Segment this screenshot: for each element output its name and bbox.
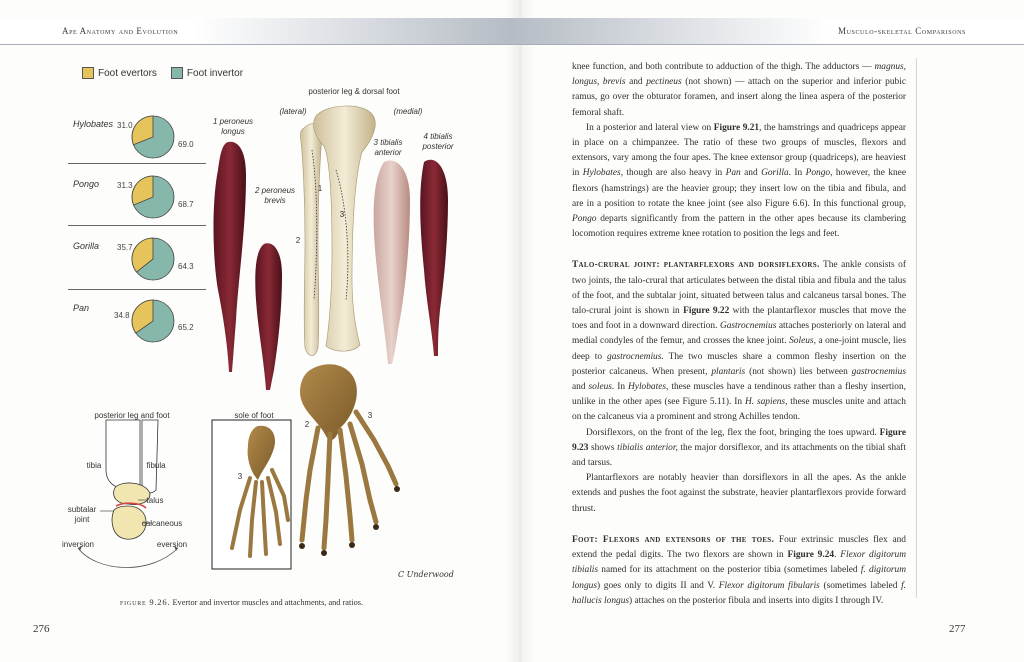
ankle-label-calcaneous: calcaneous bbox=[141, 519, 183, 528]
page-number-right: 277 bbox=[949, 623, 966, 635]
running-head-left: Ape Anatomy and Evolution bbox=[0, 18, 512, 44]
sole-of-foot-title: sole of foot bbox=[234, 411, 274, 420]
legend-label-invertor: Foot invertor bbox=[186, 67, 244, 79]
text-run: f. digitorum longus bbox=[572, 565, 906, 591]
text-run: The ankle consists of two joints, the talo-crural that articulates between the distal tibia and fibula and the talus of the foot, and the subtalar joint, situated between talus and calcaneus tarsal bones. The talo-crural joint is shown in bbox=[572, 260, 906, 317]
text-run: In bbox=[614, 382, 629, 393]
pie-value-evertor-hylobates: 31.0 bbox=[117, 121, 133, 130]
text-run: , however, the knee flexors (hamstrings) are the heavier group; they insert low on the tibia and fibula, and are in a position to rotate the knee joint (see also Figure 6.6). In this functional group, bbox=[572, 168, 906, 209]
text-run: Pan bbox=[725, 168, 741, 179]
header-rule-right bbox=[512, 44, 1024, 45]
tibialis-anterior-muscle bbox=[374, 161, 410, 364]
pie-value-invertor-hylobates: 69.0 bbox=[178, 140, 194, 149]
ankle-label-inversion: inversion bbox=[61, 540, 94, 549]
figure-reference: Figure 9.23 bbox=[572, 427, 906, 453]
text-run: ) goes only to digits II and V. bbox=[597, 580, 719, 591]
pie-name-pan: Pan bbox=[73, 303, 90, 313]
text-run: Dorsiflexors, on the front of the leg, flex the foot, bringing the toes upward. bbox=[586, 427, 880, 438]
bone-number-3: 3 bbox=[339, 210, 345, 219]
paragraph-foot-flexors bbox=[572, 533, 906, 609]
text-run: , though are also heavy in bbox=[620, 168, 726, 179]
text-run: H. sapiens, bbox=[744, 397, 788, 408]
text-run: ) attaches on the posterior fibula and inserts into digits I through IV. bbox=[629, 595, 884, 606]
figure-title-posterior-leg: posterior leg & dorsal foot bbox=[308, 87, 400, 96]
pie-value-invertor-pongo: 68.7 bbox=[178, 200, 194, 209]
peroneus-longus-muscle bbox=[214, 142, 247, 372]
pie-name-hylobates: Hylobates bbox=[73, 119, 114, 129]
paragraph-gap bbox=[572, 242, 906, 258]
figure-label-medial: (medial) bbox=[393, 107, 423, 116]
text-run: Gorilla bbox=[761, 168, 789, 179]
text-run: a one-joint muscle, lies deep to bbox=[572, 336, 906, 362]
figure-reference: Figure 9.21 bbox=[713, 122, 760, 133]
section-heading-foot: Foot: Flexors and extensors of the toes. bbox=[572, 534, 775, 545]
text-run: with the plantarflexor muscles that move the toes and foot in a downward direction. bbox=[572, 306, 906, 332]
text-run: and bbox=[740, 168, 762, 179]
body-text-column bbox=[572, 60, 906, 609]
foot-number-2: 2 bbox=[304, 420, 310, 429]
muscle-label-peroneus-brevis: 2 peroneus brevis bbox=[254, 186, 296, 205]
ankle-diagram-title: posterior leg and foot bbox=[94, 411, 170, 420]
text-run: and bbox=[572, 382, 589, 393]
peroneus-brevis-muscle bbox=[255, 243, 282, 390]
text-run: plantaris bbox=[711, 366, 746, 377]
text-run: Four extrinsic muscles flex and extend the pedal digits. The two flexors are shown in bbox=[572, 534, 906, 561]
muscle-label-tibialis-posterior: 4 tibialis posterior bbox=[422, 132, 454, 151]
text-run: shows bbox=[588, 442, 618, 453]
figure-reference: Figure 9.22 bbox=[683, 306, 730, 317]
sole-number-3: 3 bbox=[237, 472, 243, 481]
pie-value-evertor-pan: 34.8 bbox=[114, 311, 130, 320]
text-run: (not shown) — attach on the superior and inferior pubic ramus, go over the obturator foramen, and insert along the linea aspera of the posterior femoral shaft. bbox=[572, 77, 906, 118]
text-run: attaches posteriorly on lateral and medial condyles of the femur, and crosses the knee joint. bbox=[572, 321, 906, 347]
ankle-label-subtalar-joint: subtalar joint bbox=[67, 505, 97, 524]
tibia-bone bbox=[314, 106, 376, 351]
text-run: (not shown) lies between bbox=[745, 366, 852, 377]
page-number-left: 276 bbox=[33, 623, 50, 635]
text-run: pectineus bbox=[646, 77, 682, 88]
text-run: the major dorsiflexor, and its attachments on the tibial shaft and tarsus. bbox=[572, 442, 906, 469]
pie-name-gorilla: Gorilla bbox=[73, 241, 100, 251]
paragraph-hamstrings bbox=[572, 121, 906, 243]
bone-number-2: 2 bbox=[295, 236, 301, 245]
figure-label-lateral: (lateral) bbox=[279, 107, 307, 116]
text-run: Hylobates, bbox=[628, 382, 669, 393]
figure-caption bbox=[120, 597, 363, 607]
text-run: Soleus, bbox=[789, 336, 816, 347]
text-run: these muscles unite and attach on the calcaneus via a prominent and strong Achilles tendon. bbox=[572, 397, 906, 423]
text-run: Hylobates bbox=[582, 168, 621, 179]
pie-name-pongo: Pongo bbox=[73, 179, 100, 189]
text-run: Gastrocnemius bbox=[719, 321, 777, 332]
text-run: gastrocnemius. bbox=[607, 351, 664, 362]
text-run: The two muscles share a common fleshy insertion on the posterior calcaneus. When present, bbox=[572, 351, 906, 377]
text-run: soleus. bbox=[588, 382, 615, 393]
text-run: Pongo bbox=[572, 214, 597, 225]
bone-number-1: 1 bbox=[317, 184, 323, 193]
text-run: (sometimes labeled bbox=[819, 580, 902, 591]
paragraph-plantarflexors: Plantarflexors are notably heavier than dorsiflexors in all the apes. As the ankle extends and pushes the foot against the substrate, heavier plantarflexors provide forward thrust. bbox=[572, 473, 906, 514]
muscle-label-tibialis-anterior: 3 tibialis anterior bbox=[373, 138, 403, 157]
running-head-right: Musculo-skeletal Comparisons bbox=[512, 18, 1024, 44]
text-run: Flexor digitorum fibularis bbox=[718, 580, 820, 591]
ankle-label-talus: talus bbox=[146, 496, 164, 505]
text-run: , the hamstrings and quadriceps appear in place on a chimpanzee. The ratio of these two groups of muscles, flexors and extensors, vary among the four apes. The knee extensor group (quadriceps), are heaviest in bbox=[572, 122, 906, 179]
pie-value-evertor-pongo: 31.3 bbox=[117, 181, 133, 190]
fibula-bone bbox=[300, 124, 322, 356]
ankle-label-eversion: eversion bbox=[156, 540, 188, 549]
foot-number-3: 3 bbox=[367, 411, 373, 420]
paragraph-talo-crural bbox=[572, 258, 906, 425]
paragraph-adductors bbox=[572, 60, 906, 121]
legend-label-evertors: Foot evertors bbox=[98, 67, 157, 79]
ankle-label-tibia: tibia bbox=[86, 461, 102, 470]
figure-reference: Figure 9.24 bbox=[787, 550, 835, 561]
pie-value-invertor-gorilla: 64.3 bbox=[178, 262, 194, 271]
figure-caption-text: Evertor and invertor muscles and attachments, and ratios. bbox=[172, 598, 364, 607]
text-run: magnus, longus, brevis bbox=[572, 62, 906, 88]
text-run: these muscles have a tendinous rather than a fleshy insertion, unlike in the other apes (see Figure 5.11). In bbox=[572, 382, 906, 408]
paragraph-gap bbox=[572, 517, 906, 533]
text-run: Pongo bbox=[805, 168, 831, 179]
text-run: Flexor digitorum tibialis bbox=[572, 550, 906, 576]
column-rule bbox=[916, 58, 917, 598]
text-run: departs significantly from the pattern in the other apes because its clambering locomotion requires extreme knee rotation to position the legs and feet. bbox=[572, 214, 906, 240]
pie-value-evertor-gorilla: 35.7 bbox=[117, 243, 133, 252]
text-run: and bbox=[625, 77, 647, 88]
dorsal-foot-skeleton bbox=[299, 364, 400, 556]
text-run: named for its attachment on the posterior tibia (sometimes labeled bbox=[598, 565, 861, 576]
artist-signature: C Underwood bbox=[398, 570, 454, 579]
text-run: . bbox=[834, 550, 841, 561]
text-run: . In bbox=[788, 168, 806, 179]
text-run: tibialis anterior, bbox=[617, 442, 678, 453]
ankle-label-fibula: fibula bbox=[146, 461, 166, 470]
figure-caption-number: figure 9.26. bbox=[120, 597, 171, 607]
text-run: gastrocnemius bbox=[851, 366, 906, 377]
text-run: knee function, and both contribute to adduction of the thigh. The adductors — bbox=[572, 62, 875, 72]
paragraph-dorsiflexors bbox=[572, 426, 906, 472]
text-run: f. hallucis longus bbox=[572, 580, 907, 606]
text-run: In a posterior and lateral view on bbox=[586, 122, 714, 133]
section-heading-talo-crural: Talo-crural joint: plantarflexors and dorsiflexors. bbox=[572, 260, 820, 271]
tibialis-posterior-muscle bbox=[420, 160, 448, 356]
pie-value-invertor-pan: 65.2 bbox=[178, 323, 194, 332]
muscle-label-peroneus-longus: 1 peroneus longus bbox=[212, 117, 254, 136]
